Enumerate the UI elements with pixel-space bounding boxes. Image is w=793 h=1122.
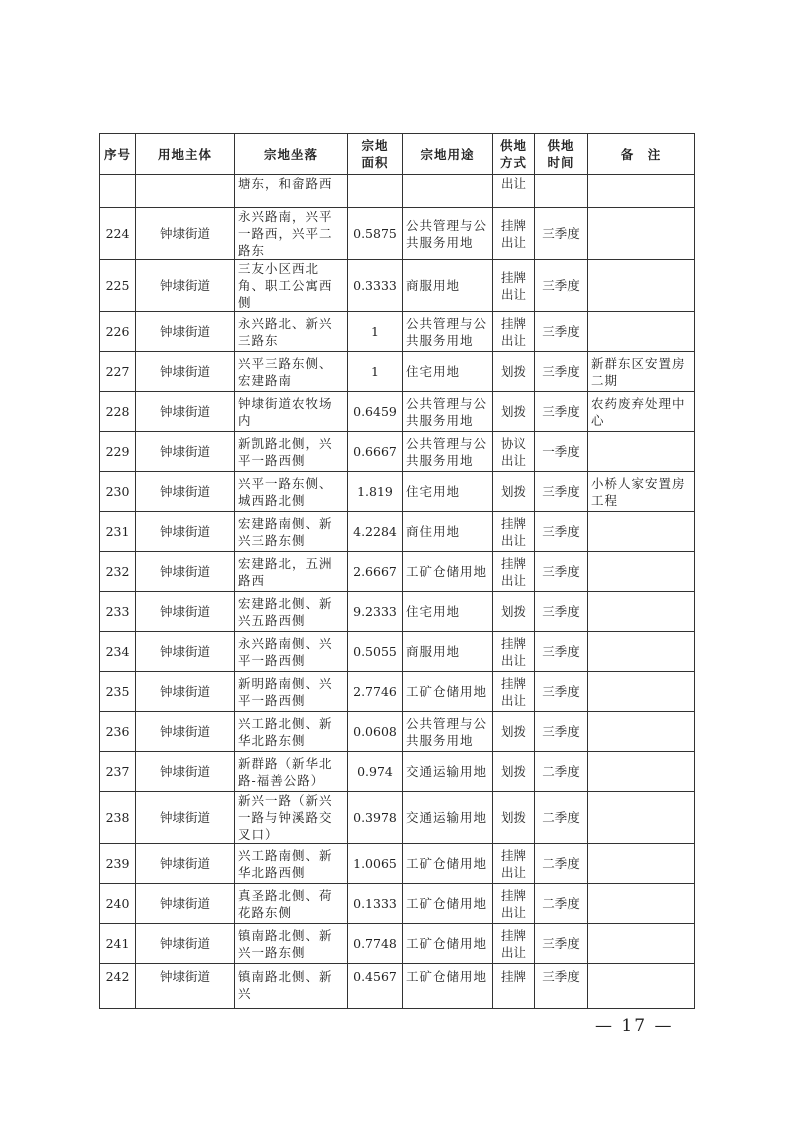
cell-time: 二季度 [535, 752, 588, 792]
cell-location: 新凯路北侧，兴平一路西侧 [235, 432, 348, 472]
cell-location: 新兴一路（新兴一路与钟溪路交叉口） [235, 792, 348, 844]
cell-method: 划拨 [493, 712, 535, 752]
cell-time: 三季度 [535, 208, 588, 260]
cell-entity: 钟埭街道 [136, 352, 235, 392]
cell-serial: 230 [100, 472, 136, 512]
table-row [100, 884, 695, 924]
cell-serial: 231 [100, 512, 136, 552]
table-row [100, 924, 695, 964]
cell-method: 划拨 [493, 792, 535, 844]
cell-time: 三季度 [535, 592, 588, 632]
cell-method: 协议出让 [493, 432, 535, 472]
cell-serial: 232 [100, 552, 136, 592]
table-row [100, 632, 695, 672]
cell-location: 塘东，和畲路西 [235, 175, 348, 208]
cell-area: 0.7748 [348, 924, 403, 964]
cell-use: 住宅用地 [403, 352, 493, 392]
cell-serial: 224 [100, 208, 136, 260]
cell-area: 1.0065 [348, 844, 403, 884]
cell-area: 0.5055 [348, 632, 403, 672]
cell-use: 工矿仓储用地 [403, 672, 493, 712]
cell-use: 商服用地 [403, 260, 493, 312]
cell-time: 三季度 [535, 260, 588, 312]
cell-entity: 钟埭街道 [136, 432, 235, 472]
cell-entity: 钟埭街道 [136, 792, 235, 844]
cell-note [588, 752, 695, 792]
cell-location: 镇南路北侧、新兴 [235, 964, 348, 1009]
header-serial: 序号 [100, 134, 136, 175]
cell-location: 宏建路南侧、新兴三路东侧 [235, 512, 348, 552]
cell-method: 挂牌出让 [493, 512, 535, 552]
cell-use: 工矿仓储用地 [403, 552, 493, 592]
cell-entity [136, 175, 235, 208]
cell-location: 兴平一路东侧、城西路北侧 [235, 472, 348, 512]
cell-location: 钟埭街道农牧场内 [235, 392, 348, 432]
cell-entity: 钟埭街道 [136, 312, 235, 352]
cell-location: 新明路南侧、兴平一路西侧 [235, 672, 348, 712]
header-area: 宗地 面积 [348, 134, 403, 175]
cell-use: 工矿仓储用地 [403, 884, 493, 924]
cell-method: 挂牌出让 [493, 632, 535, 672]
cell-location: 永兴路南侧、兴平一路西侧 [235, 632, 348, 672]
table-row [100, 512, 695, 552]
cell-serial: 241 [100, 924, 136, 964]
cell-note [588, 512, 695, 552]
table-row [100, 672, 695, 712]
cell-method: 划拨 [493, 592, 535, 632]
cell-entity: 钟埭街道 [136, 260, 235, 312]
cell-note [588, 672, 695, 712]
table-row [100, 552, 695, 592]
cell-note: 新群东区安置房二期 [588, 352, 695, 392]
cell-note [588, 260, 695, 312]
cell-use: 商服用地 [403, 632, 493, 672]
cell-entity: 钟埭街道 [136, 752, 235, 792]
table-row [100, 175, 695, 208]
cell-use: 交通运输用地 [403, 792, 493, 844]
cell-note [588, 312, 695, 352]
table-row [100, 208, 695, 260]
cell-use: 公共管理与公共服务用地 [403, 432, 493, 472]
table-row [100, 712, 695, 752]
cell-serial: 233 [100, 592, 136, 632]
cell-method: 挂牌出让 [493, 208, 535, 260]
cell-time: 二季度 [535, 792, 588, 844]
table-row [100, 392, 695, 432]
cell-serial: 226 [100, 312, 136, 352]
cell-note [588, 208, 695, 260]
cell-serial: 228 [100, 392, 136, 432]
cell-area: 0.3333 [348, 260, 403, 312]
cell-time: 三季度 [535, 352, 588, 392]
cell-use: 住宅用地 [403, 472, 493, 512]
cell-use: 工矿仓储用地 [403, 964, 493, 1009]
cell-area: 0.5875 [348, 208, 403, 260]
cell-time: 三季度 [535, 512, 588, 552]
cell-serial: 235 [100, 672, 136, 712]
cell-time: 二季度 [535, 884, 588, 924]
table-row [100, 792, 695, 844]
cell-area: 2.7746 [348, 672, 403, 712]
cell-method: 划拨 [493, 352, 535, 392]
cell-method: 划拨 [493, 392, 535, 432]
header-time: 供地 时间 [535, 134, 588, 175]
cell-area: 1.819 [348, 472, 403, 512]
cell-entity: 钟埭街道 [136, 964, 235, 1009]
header-location: 宗地坐落 [235, 134, 348, 175]
cell-location: 宏建路北侧、新兴五路西侧 [235, 592, 348, 632]
cell-use: 交通运输用地 [403, 752, 493, 792]
cell-location: 镇南路北侧、新兴一路东侧 [235, 924, 348, 964]
cell-entity: 钟埭街道 [136, 632, 235, 672]
cell-location: 兴工路北侧、新华北路东侧 [235, 712, 348, 752]
cell-entity: 钟埭街道 [136, 672, 235, 712]
cell-use [403, 175, 493, 208]
cell-serial: 225 [100, 260, 136, 312]
cell-entity: 钟埭街道 [136, 472, 235, 512]
cell-method: 出让 [493, 175, 535, 208]
cell-area [348, 175, 403, 208]
cell-serial [100, 175, 136, 208]
cell-method: 挂牌出让 [493, 552, 535, 592]
cell-location: 永兴路南，兴平一路西，兴平二路东 [235, 208, 348, 260]
cell-time: 三季度 [535, 924, 588, 964]
cell-area: 1 [348, 352, 403, 392]
cell-area: 0.4567 [348, 964, 403, 1009]
cell-note [588, 792, 695, 844]
cell-time: 三季度 [535, 392, 588, 432]
cell-method: 划拨 [493, 472, 535, 512]
cell-serial: 237 [100, 752, 136, 792]
header-method: 供地 方式 [493, 134, 535, 175]
cell-note [588, 592, 695, 632]
cell-note: 农药废弃处理中心 [588, 392, 695, 432]
cell-area: 2.6667 [348, 552, 403, 592]
table-row [100, 844, 695, 884]
table-row [100, 592, 695, 632]
cell-serial: 227 [100, 352, 136, 392]
cell-note [588, 552, 695, 592]
cell-use: 公共管理与公共服务用地 [403, 712, 493, 752]
header-note: 备 注 [588, 134, 695, 175]
cell-note [588, 632, 695, 672]
cell-entity: 钟埭街道 [136, 592, 235, 632]
cell-time: 三季度 [535, 712, 588, 752]
cell-use: 住宅用地 [403, 592, 493, 632]
cell-serial: 238 [100, 792, 136, 844]
cell-entity: 钟埭街道 [136, 884, 235, 924]
page-number: — 17 — [595, 1016, 674, 1036]
cell-location: 永兴路北、新兴三路东 [235, 312, 348, 352]
cell-entity: 钟埭街道 [136, 512, 235, 552]
cell-note [588, 884, 695, 924]
cell-use: 公共管理与公共服务用地 [403, 208, 493, 260]
table-row [100, 312, 695, 352]
cell-entity: 钟埭街道 [136, 924, 235, 964]
cell-method: 划拨 [493, 752, 535, 792]
cell-method: 挂牌出让 [493, 844, 535, 884]
land-supply-table [99, 133, 695, 1009]
cell-entity: 钟埭街道 [136, 712, 235, 752]
cell-serial: 239 [100, 844, 136, 884]
cell-use: 公共管理与公共服务用地 [403, 392, 493, 432]
cell-area: 0.6667 [348, 432, 403, 472]
table-header-row [100, 134, 695, 175]
cell-entity: 钟埭街道 [136, 392, 235, 432]
cell-use: 工矿仓储用地 [403, 844, 493, 884]
cell-area: 0.1333 [348, 884, 403, 924]
cell-time: 三季度 [535, 964, 588, 1009]
cell-method: 挂牌出让 [493, 672, 535, 712]
header-use: 宗地用途 [403, 134, 493, 175]
cell-entity: 钟埭街道 [136, 844, 235, 884]
cell-note [588, 712, 695, 752]
cell-method: 挂牌出让 [493, 924, 535, 964]
cell-area: 9.2333 [348, 592, 403, 632]
cell-method: 挂牌出让 [493, 312, 535, 352]
cell-method: 挂牌出让 [493, 884, 535, 924]
cell-time: 三季度 [535, 632, 588, 672]
cell-entity: 钟埭街道 [136, 208, 235, 260]
cell-serial: 236 [100, 712, 136, 752]
cell-time: 三季度 [535, 672, 588, 712]
header-entity: 用地主体 [136, 134, 235, 175]
cell-area: 0.0608 [348, 712, 403, 752]
cell-time: 三季度 [535, 472, 588, 512]
cell-area: 0.974 [348, 752, 403, 792]
cell-time [535, 175, 588, 208]
table-row [100, 472, 695, 512]
table-row [100, 352, 695, 392]
cell-time: 三季度 [535, 312, 588, 352]
cell-location: 宏建路北，五洲路西 [235, 552, 348, 592]
cell-note [588, 964, 695, 1009]
cell-method: 挂牌 [493, 964, 535, 1009]
cell-location: 兴平三路东侧、宏建路南 [235, 352, 348, 392]
cell-use: 商住用地 [403, 512, 493, 552]
cell-serial: 242 [100, 964, 136, 1009]
table-row [100, 260, 695, 312]
cell-location: 三友小区西北角、职工公寓西侧 [235, 260, 348, 312]
cell-area: 0.6459 [348, 392, 403, 432]
table-row [100, 432, 695, 472]
cell-area: 1 [348, 312, 403, 352]
cell-time: 一季度 [535, 432, 588, 472]
cell-time: 三季度 [535, 552, 588, 592]
cell-note [588, 924, 695, 964]
cell-location: 新群路（新华北路-福善公路） [235, 752, 348, 792]
cell-use: 工矿仓储用地 [403, 924, 493, 964]
cell-serial: 234 [100, 632, 136, 672]
cell-note [588, 844, 695, 884]
cell-area: 0.3978 [348, 792, 403, 844]
cell-location: 兴工路南侧、新华北路西侧 [235, 844, 348, 884]
cell-method: 挂牌出让 [493, 260, 535, 312]
table-row [100, 752, 695, 792]
cell-location: 真圣路北侧、荷花路东侧 [235, 884, 348, 924]
cell-note: 小桥人家安置房工程 [588, 472, 695, 512]
cell-use: 公共管理与公共服务用地 [403, 312, 493, 352]
table-row [100, 964, 695, 1009]
cell-entity: 钟埭街道 [136, 552, 235, 592]
cell-serial: 240 [100, 884, 136, 924]
cell-serial: 229 [100, 432, 136, 472]
cell-note [588, 175, 695, 208]
cell-time: 二季度 [535, 844, 588, 884]
cell-note [588, 432, 695, 472]
cell-area: 4.2284 [348, 512, 403, 552]
